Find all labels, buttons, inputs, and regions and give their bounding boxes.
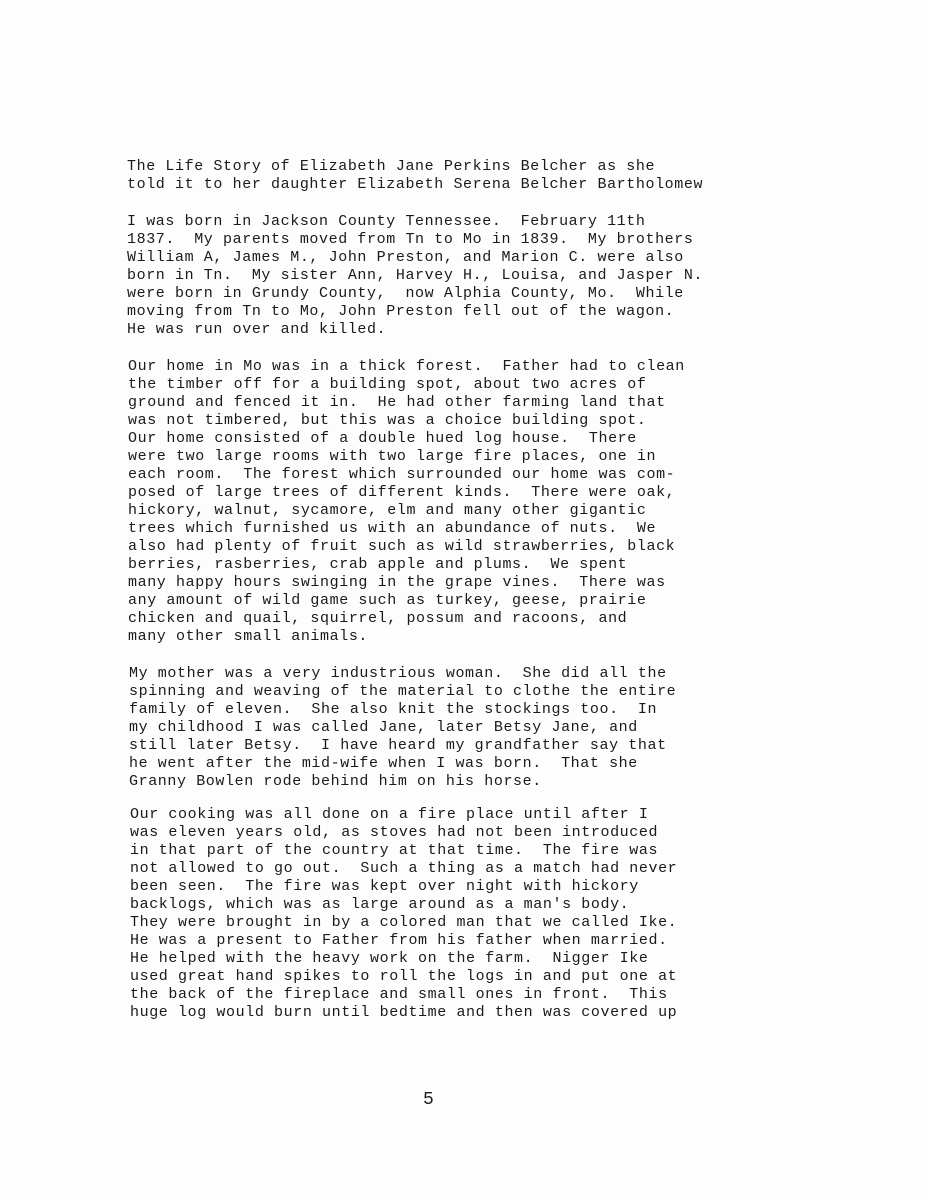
text-line: were born in Grundy County, now Alphia County, Mo. While xyxy=(127,285,684,302)
text-line: posed of large trees of different kinds. There were oak, xyxy=(128,484,676,501)
title-line: told it to her daughter Elizabeth Serena Belcher Bartholomew xyxy=(127,176,704,193)
text-line: Granny Bowlen rode behind him on his horse. xyxy=(129,773,542,790)
text-line: in that part of the country at that time. The fire was xyxy=(130,842,659,859)
text-line: Our home in Mo was in a thick forest. Father had to clean xyxy=(128,358,685,375)
text-line: Our cooking was all done on a fire place until after I xyxy=(130,806,649,823)
text-line: the back of the fireplace and small ones in front. This xyxy=(130,986,668,1003)
text-line: I was born in Jackson County Tennessee. February 11th xyxy=(127,213,646,230)
paragraph-birth xyxy=(127,213,703,339)
text-line: chicken and quail, squirrel, possum and racoons, and xyxy=(128,610,628,627)
paragraph-mother xyxy=(129,665,676,791)
text-line: They were brought in by a colored man that we called Ike. xyxy=(130,914,678,931)
text-line: My mother was a very industrious woman. She did all the xyxy=(129,665,667,682)
text-line: still later Betsy. I have heard my grandfather say that xyxy=(129,737,667,754)
text-line: the timber off for a building spot, about two acres of xyxy=(128,376,647,393)
text-line: huge log would burn until bedtime and then was covered up xyxy=(130,1004,678,1021)
text-line: moving from Tn to Mo, John Preston fell out of the wagon. xyxy=(127,303,675,320)
text-line: my childhood I was called Jane, later Betsy Jane, and xyxy=(129,719,638,736)
page-number: 5 xyxy=(423,1090,434,1110)
text-line: Our home consisted of a double hued log house. There xyxy=(128,430,637,447)
text-line: he went after the mid-wife when I was born. That she xyxy=(129,755,638,772)
document-title xyxy=(127,158,703,194)
text-line: many other small animals. xyxy=(128,628,369,645)
text-line: family of eleven. She also knit the stockings too. In xyxy=(129,701,658,718)
text-line: spinning and weaving of the material to clothe the entire xyxy=(129,683,677,700)
text-line: He was run over and killed. xyxy=(127,321,387,338)
text-line: used great hand spikes to roll the logs in and put one at xyxy=(130,968,678,985)
text-line: He helped with the heavy work on the farm. Nigger Ike xyxy=(130,950,649,967)
text-line: born in Tn. My sister Ann, Harvey H., Louisa, and Jasper N. xyxy=(127,267,704,284)
text-line: many happy hours swinging in the grape vines. There was xyxy=(128,574,666,591)
text-line: each room. The forest which surrounded our home was com- xyxy=(128,466,676,483)
text-line: was eleven years old, as stoves had not been introduced xyxy=(130,824,659,841)
title-line: The Life Story of Elizabeth Jane Perkins Belcher as she xyxy=(127,158,656,175)
text-line: been seen. The fire was kept over night with hickory xyxy=(130,878,639,895)
text-line: berries, rasberries, crab apple and plums. We spent xyxy=(128,556,628,573)
text-line: hickory, walnut, sycamore, elm and many other gigantic xyxy=(128,502,647,519)
paragraph-home xyxy=(128,358,685,646)
text-line: He was a present to Father from his father when married. xyxy=(130,932,668,949)
text-line: backlogs, which was as large around as a man's body. xyxy=(130,896,630,913)
text-line: 1837. My parents moved from Tn to Mo in 1839. My brothers xyxy=(127,231,694,248)
text-line: ground and fenced it in. He had other farming land that xyxy=(128,394,666,411)
text-line: was not timbered, but this was a choice building spot. xyxy=(128,412,647,429)
paragraph-cooking xyxy=(130,806,677,1022)
text-line: any amount of wild game such as turkey, geese, prairie xyxy=(128,592,647,609)
text-line: William A, James M., John Preston, and Marion C. were also xyxy=(127,249,684,266)
text-line: trees which furnished us with an abundance of nuts. We xyxy=(128,520,657,537)
text-line: were two large rooms with two large fire places, one in xyxy=(128,448,657,465)
text-line: not allowed to go out. Such a thing as a match had never xyxy=(130,860,678,877)
text-line: also had plenty of fruit such as wild strawberries, black xyxy=(128,538,676,555)
